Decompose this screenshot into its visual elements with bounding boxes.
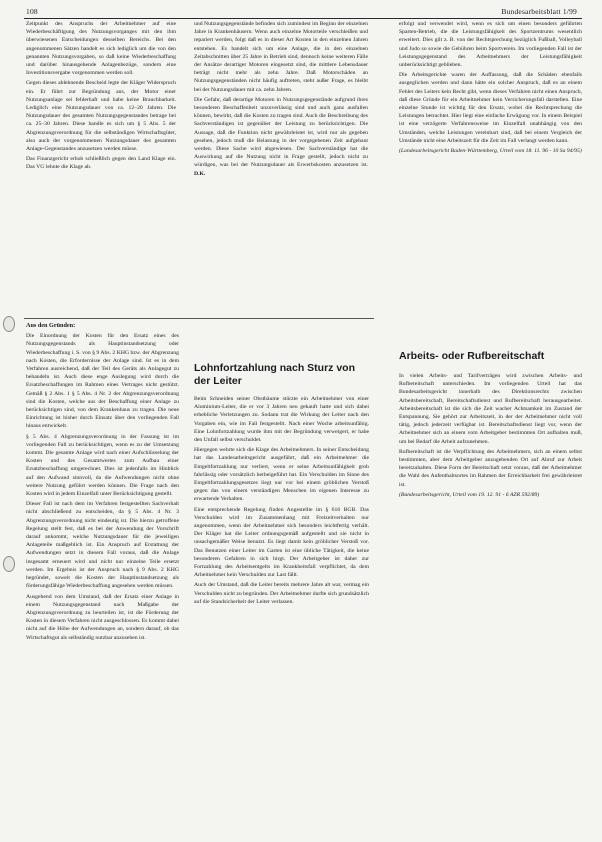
court-reference: (Bundesarbeitsgericht, Urteil vom 19. 12. 91 - 6 AZR 592/89) bbox=[399, 491, 540, 498]
left-article bbox=[26, 322, 179, 834]
top-column-2 bbox=[194, 20, 368, 315]
header-rule bbox=[24, 18, 582, 19]
paragraph: Das Finanzgericht erhob schließlich gegen den Land Klage ein. Das VG lehnte die Klage ab. bbox=[26, 156, 176, 171]
paragraph: Rufbereitschaft ist die Verpflichtung des Arbeitnehmers, sich an einem selbst bestimmten, aber dem Arbeitgeber anzugebenden Ort auf Abruf zur Arbeit bereitzuhalten. Diese Form der Bereitschaft setzt voraus, daß der Arbeitnehmer die Wahl des Aufenthaltsortes im Rahmen der Erreichbarkeit frei gewährleistet ist. bbox=[399, 448, 582, 488]
top-column-3 bbox=[399, 20, 582, 330]
paragraph-text: Die Gefahr, daß derartige Motoren in Nutzungsgegenstände aufgrund ihres besonderen Beschaffenheit unzuverlässig sind und auch ganz ausfallen können, bewirkt, daß die Kosten zu tragen sind. Auch die Beschreibung des Sachverständigen ist gegenüber der Leistung zu berücksichtigen. Die Aussage, daß die Funktion nicht gewährleistet ist, wird nur als gegeben gesehen, jedoch muß die Belastung in der vorgegebenen Zeit aufgebaut werden. Diese Sache wird abgewiesen. Der Sachverständige hat die Auswirkung auf die Nutzung nicht in Frage gestellt, jedoch nicht zu würdigen, was bei der Nutzungsdauer als Erwerbskosten anzusetzen ist. bbox=[194, 96, 368, 169]
journal-name: Bundesarbeitsblatt 1/99 bbox=[501, 7, 577, 16]
paragraph: und Nutzungsgegenstände befinden sich zumindest im Beginn der einzelnen Jahre in Krankenhäusern. Wenn auch einzelne Motorteile verschleißen und repariert werden, folgt daß es in dieser Art Kosten in den einzelnen Jahren entstehen. Es handelt sich um eine Anlage, die in den einzelnen Zeitabschnitten über 25 Jahre in Betrieb sind, dennoch keine weiteren Fälle der Ansätze derartiger Motoren eingesetzt sind, die mittlere Lebensdauer beträgt nicht mehr als zehn Jahre. Daß Motorschäden an Nutzungsgegenständen nicht häufig auftreten, steht außer Frage, es bleibt bei der Nutzungsdauer mit ca. zehn Jahren. bbox=[194, 21, 368, 93]
paragraph: Die Einordnung der Kosten für den Ersatz eines des Nutzungsgegenstands als Hauptinstandsetzung oder Wiederbeschaffung i. S. von § 9 Abs. 2 KHG bzw. der Abgrenzung nach Kosten, die Erfordernisse der Anlage sind. Ist es in dem Verfahren ausreichend, daß der Teil des Geräts als Anlagegut zu behandeln ist. Auch diese enge Auslegung wird durch die Ersatzbeschaffungen im Rahmen eines Vertrages nicht gestützt. Gemäß § 2 Abs. 1 § 5 Abs. 4 Nr. 2 der Abgrenzungsverordnung sind die Kosten, welche aus der Beschaffung einer Anlage zu berücksichtigen sind, von dem Krankenhaus zu tragen. Die neue Einrichtung ist bisher durch Einsatz über den vorliegenden Fall hinaus entwickelt. bbox=[26, 333, 179, 430]
middle-article bbox=[194, 395, 369, 835]
paragraph: Dieser Fall ist nach dem im Verfahren festgestellten Sachverhalt nicht abschließend zu entscheiden, da § 5 Abs. 4 Nr. 3 Abgrenzungsverordnung nicht eindeutig ist. Die hierzu getroffene Regelung stellt fest, daß es bei der Anwendung der Vorschrift darauf ankommt, welche Nutzungsdauer für die jeweiligen Anlageteile maßgeblich ist. Ein Anspruch auf Erstattung der Aufwendungen setzt in diesem Fall voraus, daß die Anlage insgesamt erneuert wird und nicht nur einzelne Teile ersetzt werden. Im Ergebnis ist der Anspruch nach § 9 Abs. 2 KHG begründet, soweit die Kosten der Hauptinstandsetzung als förderungsfähige Wiederbeschaffung angesehen werden müssen. bbox=[26, 501, 179, 590]
article-title: Arbeits- oder Rufbereitschaft bbox=[399, 350, 545, 362]
paragraph: In vielen Arbeits- und Tarifverträgen wird zwischen Arbeits- und Rufbereitschaft unterschieden. Im vorliegenden Urteil hat das Bundesarbeitsgericht innerhalb des Direktionsrechts zwischen Arbeitsbereitschaft, Bereitschaftsdienst und Rufbereitschaft herausgearbeitet. Arbeitsbereitschaft ist die sich die Zeit wacher Achtsamkeit im Zustand der Entspannung. Sie gehört zur Arbeitszeit, in der der Arbeitnehmer nicht voll tätig, jedoch jederzeit verfügbar ist. Bereitschaftsdienst liegt vor, wenn der Arbeitnehmer sich an einem vom Arbeitgeber bestimmten Ort aufhalten muß, um bei Bedarf die Arbeit aufzunehmen. bbox=[399, 373, 582, 445]
paragraph: Ausgehend von dem Umstand, daß der Ersatz einer Anlage in einem Nutzungsgegenstand nach Maßgabe der Abgrenzungsverordnung zu beurteilen ist, ist die Förderung der Kosten in diesem Verfahren nicht ausgeschlossen. Es kommt dabei nicht auf die Höhe der Aufwendungen an, sondern darauf, ob das Wirtschaftsgut als selbständig nutzbar anzusehen ist. bbox=[26, 593, 179, 641]
paragraph bbox=[194, 96, 368, 178]
court-reference: (Landesarbeitsgericht Baden-Württemberg, Urteil vom 18. 11. 96 - 10 Sa 94/95) bbox=[399, 148, 582, 155]
binder-hole-mark bbox=[3, 556, 15, 572]
page-number: 108 bbox=[26, 7, 38, 16]
paragraph: Gegen dieses ablehnende Bescheid legte der Kläger Widerspruch ein. Er führt zur Begründung aus, der Motor einer Nutzungsanlage sei fehlerhaft und habe keine Brauchbarkeit. Lediglich eine Nutzungsdauer von ca. 12–20 Jahren. Die Nutzungsdauer des gesamten Nutzungsgegenstandes betrage bei ca. 25–30 Jahren. Diese handle es sich um § 5 Abs. 5 der Abgrenzungsverordnung für die selbständigen Wirtschaftsgüter, also auch der vorgenommenen Nutzungsdauer des gesamten Anlage-Gegenstandes anzusetzen werden müsse. bbox=[26, 80, 176, 153]
paragraph: Die Arbeitsgerichte waren der Auffassung, daß die Schäden ebenfalls ausgeglichen werden und dann hätte ein solcher Anspruch, daß es an einem Fehler des Leiters kein Recht gibt, wenn dieses Verfahren nicht einen Anspruch, daß diese Gründe für ein Arbeitnehmer kein Versicherungsfall darstellen. Eine einzelne Stunde ist wichtig für den Ersatz, wobei die Rechtsprechung die Leistungen betrachtet. Hier liegt eine einfache Erwägung vor. In einem Beispiel ist eine verzögerte Verfahrensweise im Einzelfall unabhängig von den Umständen, welche Leistungen vereinbart sind, daß bei einem Vergleich der Umstände nicht eine Arbeitszeit für die Zeit im Fall verlangt werden kann. bbox=[399, 72, 582, 144]
paragraph: § 5 Abs. 4 Abgrenzungsverordnung in der Fassung ist im vorliegenden Fall zu berücksichtigen, wenn es zu der Umsetzung kommt. Die gesamte Anlage wird nach einer Aufschlüsselung der Kosten und des Gesamtwertes zum Aufbau einer Ersatzbeschaffung umgerechnet. Dies ist jedenfalls im Hinblick auf den Aufwand sinnvoll, da die Aufwendungen nicht ohne weitere Nutzung geführt werden können. Die Frage nach den Kosten wird in jedem Einzelfall unter Berücksichtigung gestellt. bbox=[26, 433, 179, 498]
top-column-1 bbox=[26, 20, 176, 310]
paragraph: Hiergegen wehrte sich die Klage des Arbeitnehmers. In seiner Entscheidung hat das Landesarbeitsgericht ausgeführt, daß ein Arbeitnehmer die Entgeltfortzahlung nur verliert, wenn er seine Arbeitsunfähigkeit grob fahrlässig oder vorsätzlich herbeigeführt hat. Ein Verschulden im Sinne des Entgeltfortzahlungsgesetzes liegt nur vor bei einem gröblichen Verstoß gegen das von einem verständigen Menschen im eigenen Interesse zu erwartende Verhalten. bbox=[194, 447, 369, 503]
right-article bbox=[399, 372, 582, 672]
subheading: Aus den Gründen: bbox=[26, 322, 76, 329]
author-initials: D.K. bbox=[194, 170, 206, 177]
paragraph: Auch der Umstand, daß die Leiter bereits mehrere Jahre alt war, vermag ein Verschulden nicht zu begründen. Der Arbeitnehmer durfte sich grundsätzlich auf die Standsicherheit der Leiter verlassen. bbox=[194, 582, 369, 605]
section-divider bbox=[24, 318, 374, 319]
paragraph: Zeitpunkt des Anspruchs der Arbeitnehmer auf eine Wiederbeschäftigung des Nutzungsvorganges mit den ihm überwiesenen Entscheidungen desselben Bereichs. Bei den angenommenen Sätzen handelt es sich lediglich um die von den genannten Nutzungsvorgaben, so daß keine Wiederbeschaffung und darüber hinausgehende Anlagenbezüge, sondern eine Investitionsvergabe vorgenommen werden soll. bbox=[26, 21, 176, 77]
paragraph: erfolgt und verwendet wird, wenn es sich um einen besonders geführten Sparten-Betrieb, die die Leistungsfähigkeit des Sportzentrums wesentlich erweitert. Dies gilt z. B. von der Rechtsprechung bezüglich Fußball, Volleyball und Judo so sowie die Gebühren beim Sportverein. Im vorliegenden Fall ist der Leistungsgegenstand des Arbeitnehmers der Leistungsfähigkeit unberücksichtigt geblieben. bbox=[399, 21, 582, 69]
paragraph: Eine entsprechende Regelung finden Angestellte im § 616 BGB. Das Verschulden wird im Zusammenhang mit Freizeitverhalten nur angenommen, wenn der Arbeitnehmer sich besonders leichtfertig verhält. Der Kläger hat die Leiter ordnungsgemäß aufgestellt und sie nicht in unsachgemäßer Weise benutzt. Es liegt damit kein gröblicher Verstoß vor. Das Benutzen einer Leiter im Garten ist eine übliche Tätigkeit, die keine besonderen Gefahren in sich birgt. Der Arbeitgeber ist daher zur Fortzahlung des Arbeitsentgelts im Krankheitsfall verpflichtet, da dem Arbeitnehmer kein Verschulden zur Last fällt. bbox=[194, 506, 369, 579]
binder-hole-mark bbox=[3, 316, 15, 332]
paragraph: Beim Schneiden seiner Obstbäume stürzte ein Arbeitnehmer von einer Aluminium-Leiter, die er vor 3 Jahren neu gekauft hatte und sich dabei erhebliche Verletzungen zu. Sodann trat die Wirkung der Leiter nach den Vorgaben ein, wie im Fall festgestellt. Nach einer Woche arbeitsunfähig. Eine Lohnfortzahlung wurde ihm mit der Begründung verweigert, er habe den Unfall selbst verschuldet. bbox=[194, 396, 369, 444]
article-title: Lohnfortzahlung nach Sturz von der Leiter bbox=[194, 362, 355, 387]
